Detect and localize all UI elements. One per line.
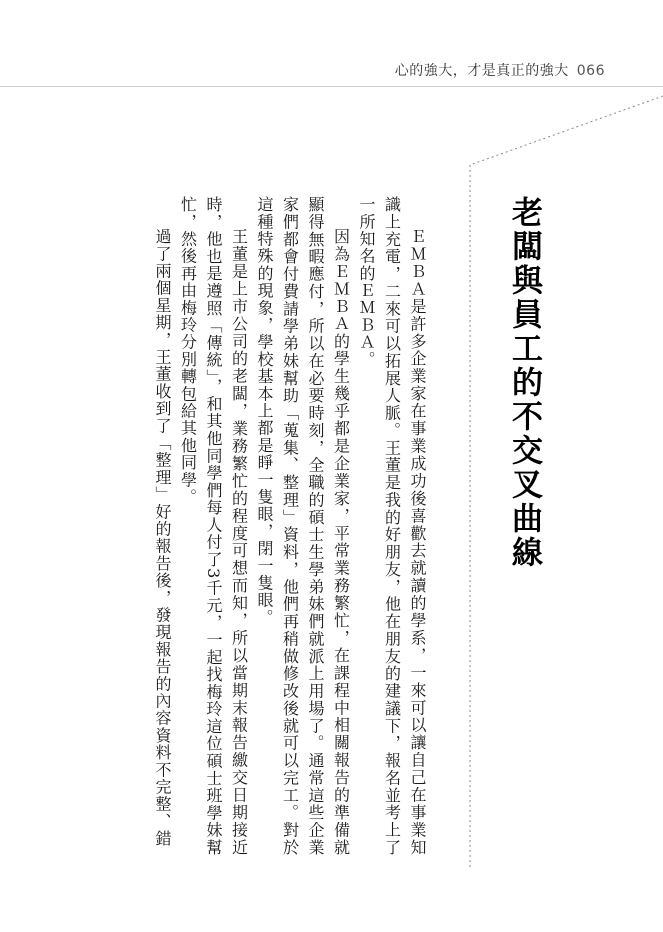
chapter-title: 老闆與員工的不交叉曲線 <box>506 196 542 570</box>
paragraph: 因為ＥＭＢＡ的學生幾乎都是企業家，平常業務繁忙，在課程中相關報告的準備就顯得無暇應付，所以在必要時刻，全職的碩士生學弟妹們就派上用場了。通常這些企業家們都會付費請學弟妹幫助「蒐集、整理」資料，他們再稍做修改後就可以完工。對於這種特殊的現象，學校基本上都是睜一隻眼，閉一隻眼。 <box>255 196 351 856</box>
header-rule <box>0 86 663 87</box>
running-header <box>395 60 605 80</box>
paragraph: 過了兩個星期，王董收到了「整理」好的報告後，發現報告的內容資料不完整、錯 <box>153 228 172 848</box>
running-title: 心的強大，才是真正的強大 <box>394 63 569 79</box>
paragraph: 王董是上市公司的老闆，業務繁忙的程度可想而知，所以當期末報告繳交日期接近時，他也是遵照「傳統」，和其他同學們每人付了3千元，一起找梅玲這位碩士班學妹幫忙，然後再由梅玲分別轉包給其他同學。 <box>178 196 249 856</box>
paragraph: ＥＭＢＡ是許多企業家在事業成功後喜歡去就讀的學系，一來可以讓自己在事業知識上充電，二來可以拓展人脈。王董是我的好朋友，他在朋友的建議下，報名並考上了一所知名的ＥＭＢＡ。 <box>357 196 427 856</box>
body-text <box>108 196 430 856</box>
page-number: 066 <box>576 63 605 79</box>
